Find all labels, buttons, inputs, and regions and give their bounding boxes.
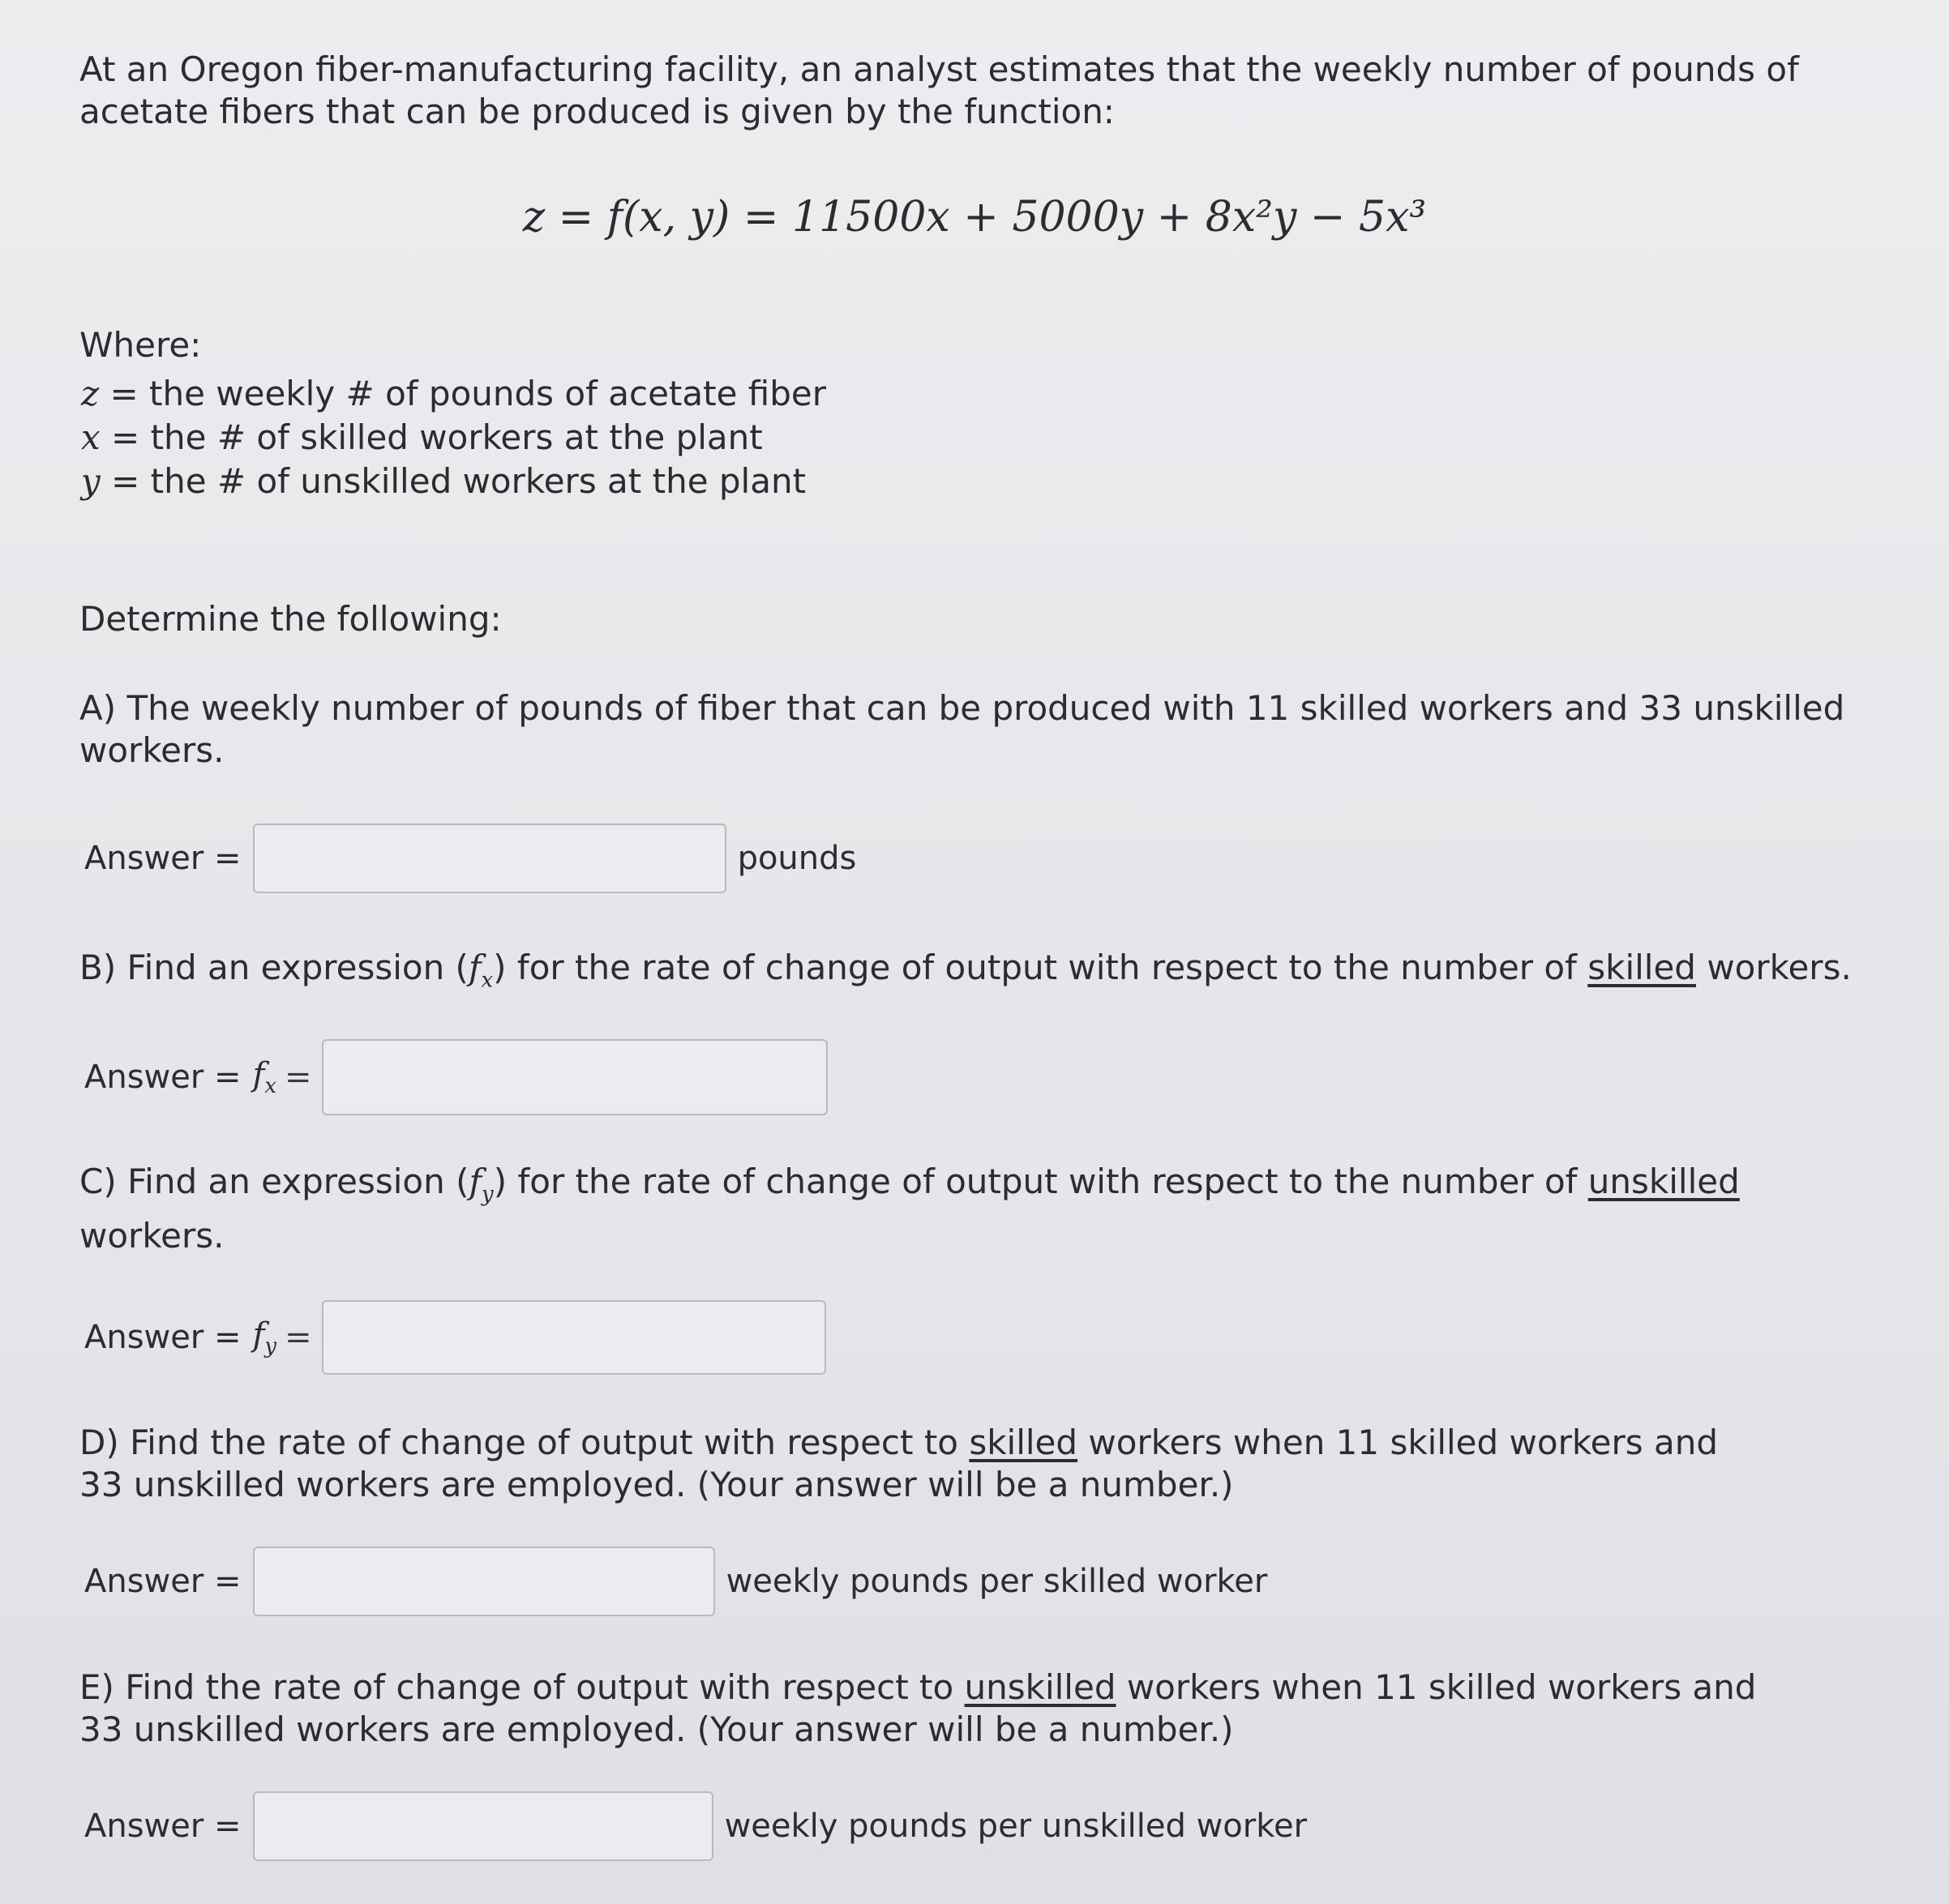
symbol-sub: y (482, 1182, 494, 1207)
answer-row-e (84, 1791, 1307, 1861)
symbol-f: f (468, 948, 482, 987)
answer-row-b (84, 1039, 828, 1115)
definition-text: = the weekly # of pounds of acetate fiber (99, 374, 826, 413)
answer-label: Answer = (84, 1059, 242, 1096)
question-text: workers. (79, 1216, 225, 1256)
formula-term1: 11500x (791, 193, 950, 242)
question-text: ) for the rate of change of output with respect to the number of (493, 948, 1588, 987)
answer-label: Answer = (84, 1808, 242, 1845)
answer-input-c[interactable] (322, 1300, 826, 1375)
question-text: workers. (1695, 948, 1852, 987)
question-text: E) Find the rate of change of output with respect to (79, 1667, 965, 1707)
question-b (79, 947, 1879, 1001)
definition-var: z (81, 374, 100, 413)
answer-input-d[interactable] (253, 1547, 715, 1616)
partial-symbol (253, 1316, 277, 1358)
formula-term2: 5000y (1012, 193, 1144, 242)
definition-x (81, 417, 763, 459)
formula-plus2: + (1143, 193, 1206, 242)
formula-eq1: = (545, 193, 607, 242)
formula-args: (x, y) (623, 193, 730, 242)
where-title: Where: (79, 325, 202, 365)
keyword-unskilled: unskilled (1587, 1162, 1740, 1201)
equals-sign: = (285, 1059, 312, 1096)
definition-var: y (81, 461, 101, 501)
partial-symbol (253, 1056, 276, 1098)
formula-fname: f (606, 193, 623, 242)
answer-row-c (84, 1300, 826, 1375)
question-text: workers when 11 skilled workers and 33 unskilled workers are employed. (Your answer will be a number.) (79, 1667, 1757, 1749)
unit-label: weekly pounds per unskilled worker (724, 1808, 1308, 1845)
formula-eq2: = (730, 193, 792, 242)
answer-input-a[interactable] (253, 824, 726, 893)
unit-label: weekly pounds per skilled worker (726, 1563, 1268, 1600)
symbol-sub: x (481, 968, 494, 993)
answer-input-b[interactable] (322, 1039, 828, 1115)
question-text: D) Find the rate of change of output with respect to (79, 1423, 970, 1462)
production-function (0, 193, 1949, 242)
formula-term4: 5x³ (1359, 193, 1427, 242)
symbol-f: f (469, 1162, 482, 1201)
unit-label: pounds (737, 840, 857, 877)
question-text: B) Find an expression ( (79, 948, 469, 987)
determine-heading: Determine the following: (79, 599, 502, 639)
question-text: C) Find an expression ( (79, 1162, 469, 1201)
definition-var: x (81, 417, 101, 457)
question-text: workers when 11 skilled workers and 33 unskilled workers are employed. (Your answer will be a number.) (79, 1423, 1719, 1504)
question-c (79, 1161, 1766, 1257)
definition-z (81, 373, 826, 415)
question-d (79, 1422, 1766, 1506)
definition-text: = the # of unskilled workers at the plant (100, 461, 807, 501)
keyword-skilled: skilled (1587, 948, 1696, 987)
symbol-f: f (252, 1056, 265, 1093)
question-e (79, 1667, 1790, 1751)
answer-row-d (84, 1547, 1267, 1616)
problem-intro: At an Oregon fiber-manufacturing facility, an analyst estimates that the weekly number of pounds of acetate fibers that can be produced is given by the function: (79, 49, 1799, 131)
symbol-f: f (252, 1316, 265, 1354)
formula-plus1: + (949, 193, 1013, 242)
question-a: A) The weekly number of pounds of fiber that can be produced with 11 skilled workers and 33 unskilled workers. (79, 688, 1845, 770)
answer-input-e[interactable] (253, 1791, 713, 1861)
answer-label: Answer = (84, 1319, 242, 1356)
definition-y (81, 460, 806, 503)
equals-sign: = (285, 1319, 312, 1356)
partial-symbol (468, 948, 494, 993)
keyword-skilled: skilled (969, 1423, 1078, 1462)
formula-lhs: z (522, 193, 546, 242)
formula-minus: − (1296, 193, 1360, 242)
answer-label: Answer = (84, 1563, 242, 1600)
definition-text: = the # of skilled workers at the plant (100, 417, 763, 457)
symbol-sub: y (264, 1334, 277, 1358)
answer-label: Answer = (84, 840, 242, 877)
partial-symbol (469, 1162, 494, 1207)
keyword-unskilled: unskilled (964, 1667, 1116, 1707)
question-text: ) for the rate of change of output with respect to the number of (493, 1162, 1588, 1201)
symbol-sub: x (264, 1074, 277, 1098)
formula-term3: 8x²y (1205, 193, 1297, 242)
answer-row-a (84, 824, 856, 893)
